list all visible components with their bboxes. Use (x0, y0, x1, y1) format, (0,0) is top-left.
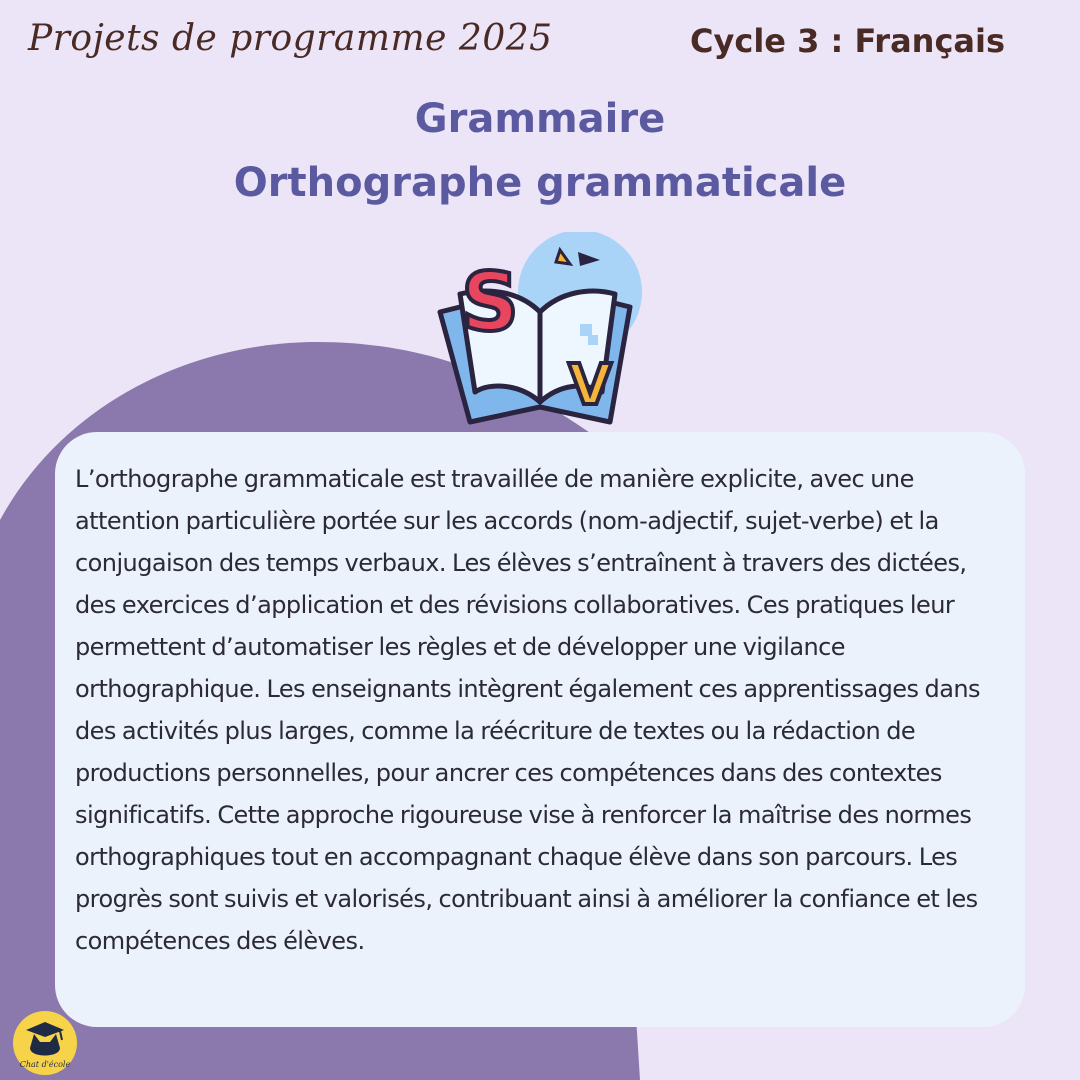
open-book-icon (430, 232, 650, 432)
cycle-title: Cycle 3 : Français (690, 22, 1006, 60)
letter-s: S (461, 256, 519, 349)
section-title: Grammaire (414, 96, 666, 142)
section-subtitle: Orthographe grammaticale (233, 160, 847, 206)
program-title: Projets de programme 2025 (28, 18, 553, 59)
letter-v: V (568, 353, 612, 418)
content-card (55, 432, 1025, 1027)
content-paragraph: L’orthographe grammaticale est travaillée de manière explicite, avec une attention particulière portée sur les accords (nom-adjectif, sujet-verbe) et la conjugaison des temps verbaux. Les élèves s’entraînent à travers des dictées, des exercices d’application et des révisions collaboratives. Ces pratiques leur permettent d’automatiser les règles et de développer une vigilance orthographique. Les enseignants intègrent également ces apprentissages dans des activités plus larges, comme la réécriture de textes ou la rédaction de productions personnelles, pour ancrer ces compétences dans des contextes significatifs. Cette approche rigoureuse vise à renforcer la maîtrise des normes orthographiques tout en accompagnant chaque élève dans son parcours. Les progrès sont suivis et valorisés, contribuant ainsi à améliorer la confiance et les compétences des élèves. (75, 465, 981, 955)
logo-text: Chat d'école (19, 1060, 71, 1069)
cat-graduate-logo (12, 1010, 78, 1076)
